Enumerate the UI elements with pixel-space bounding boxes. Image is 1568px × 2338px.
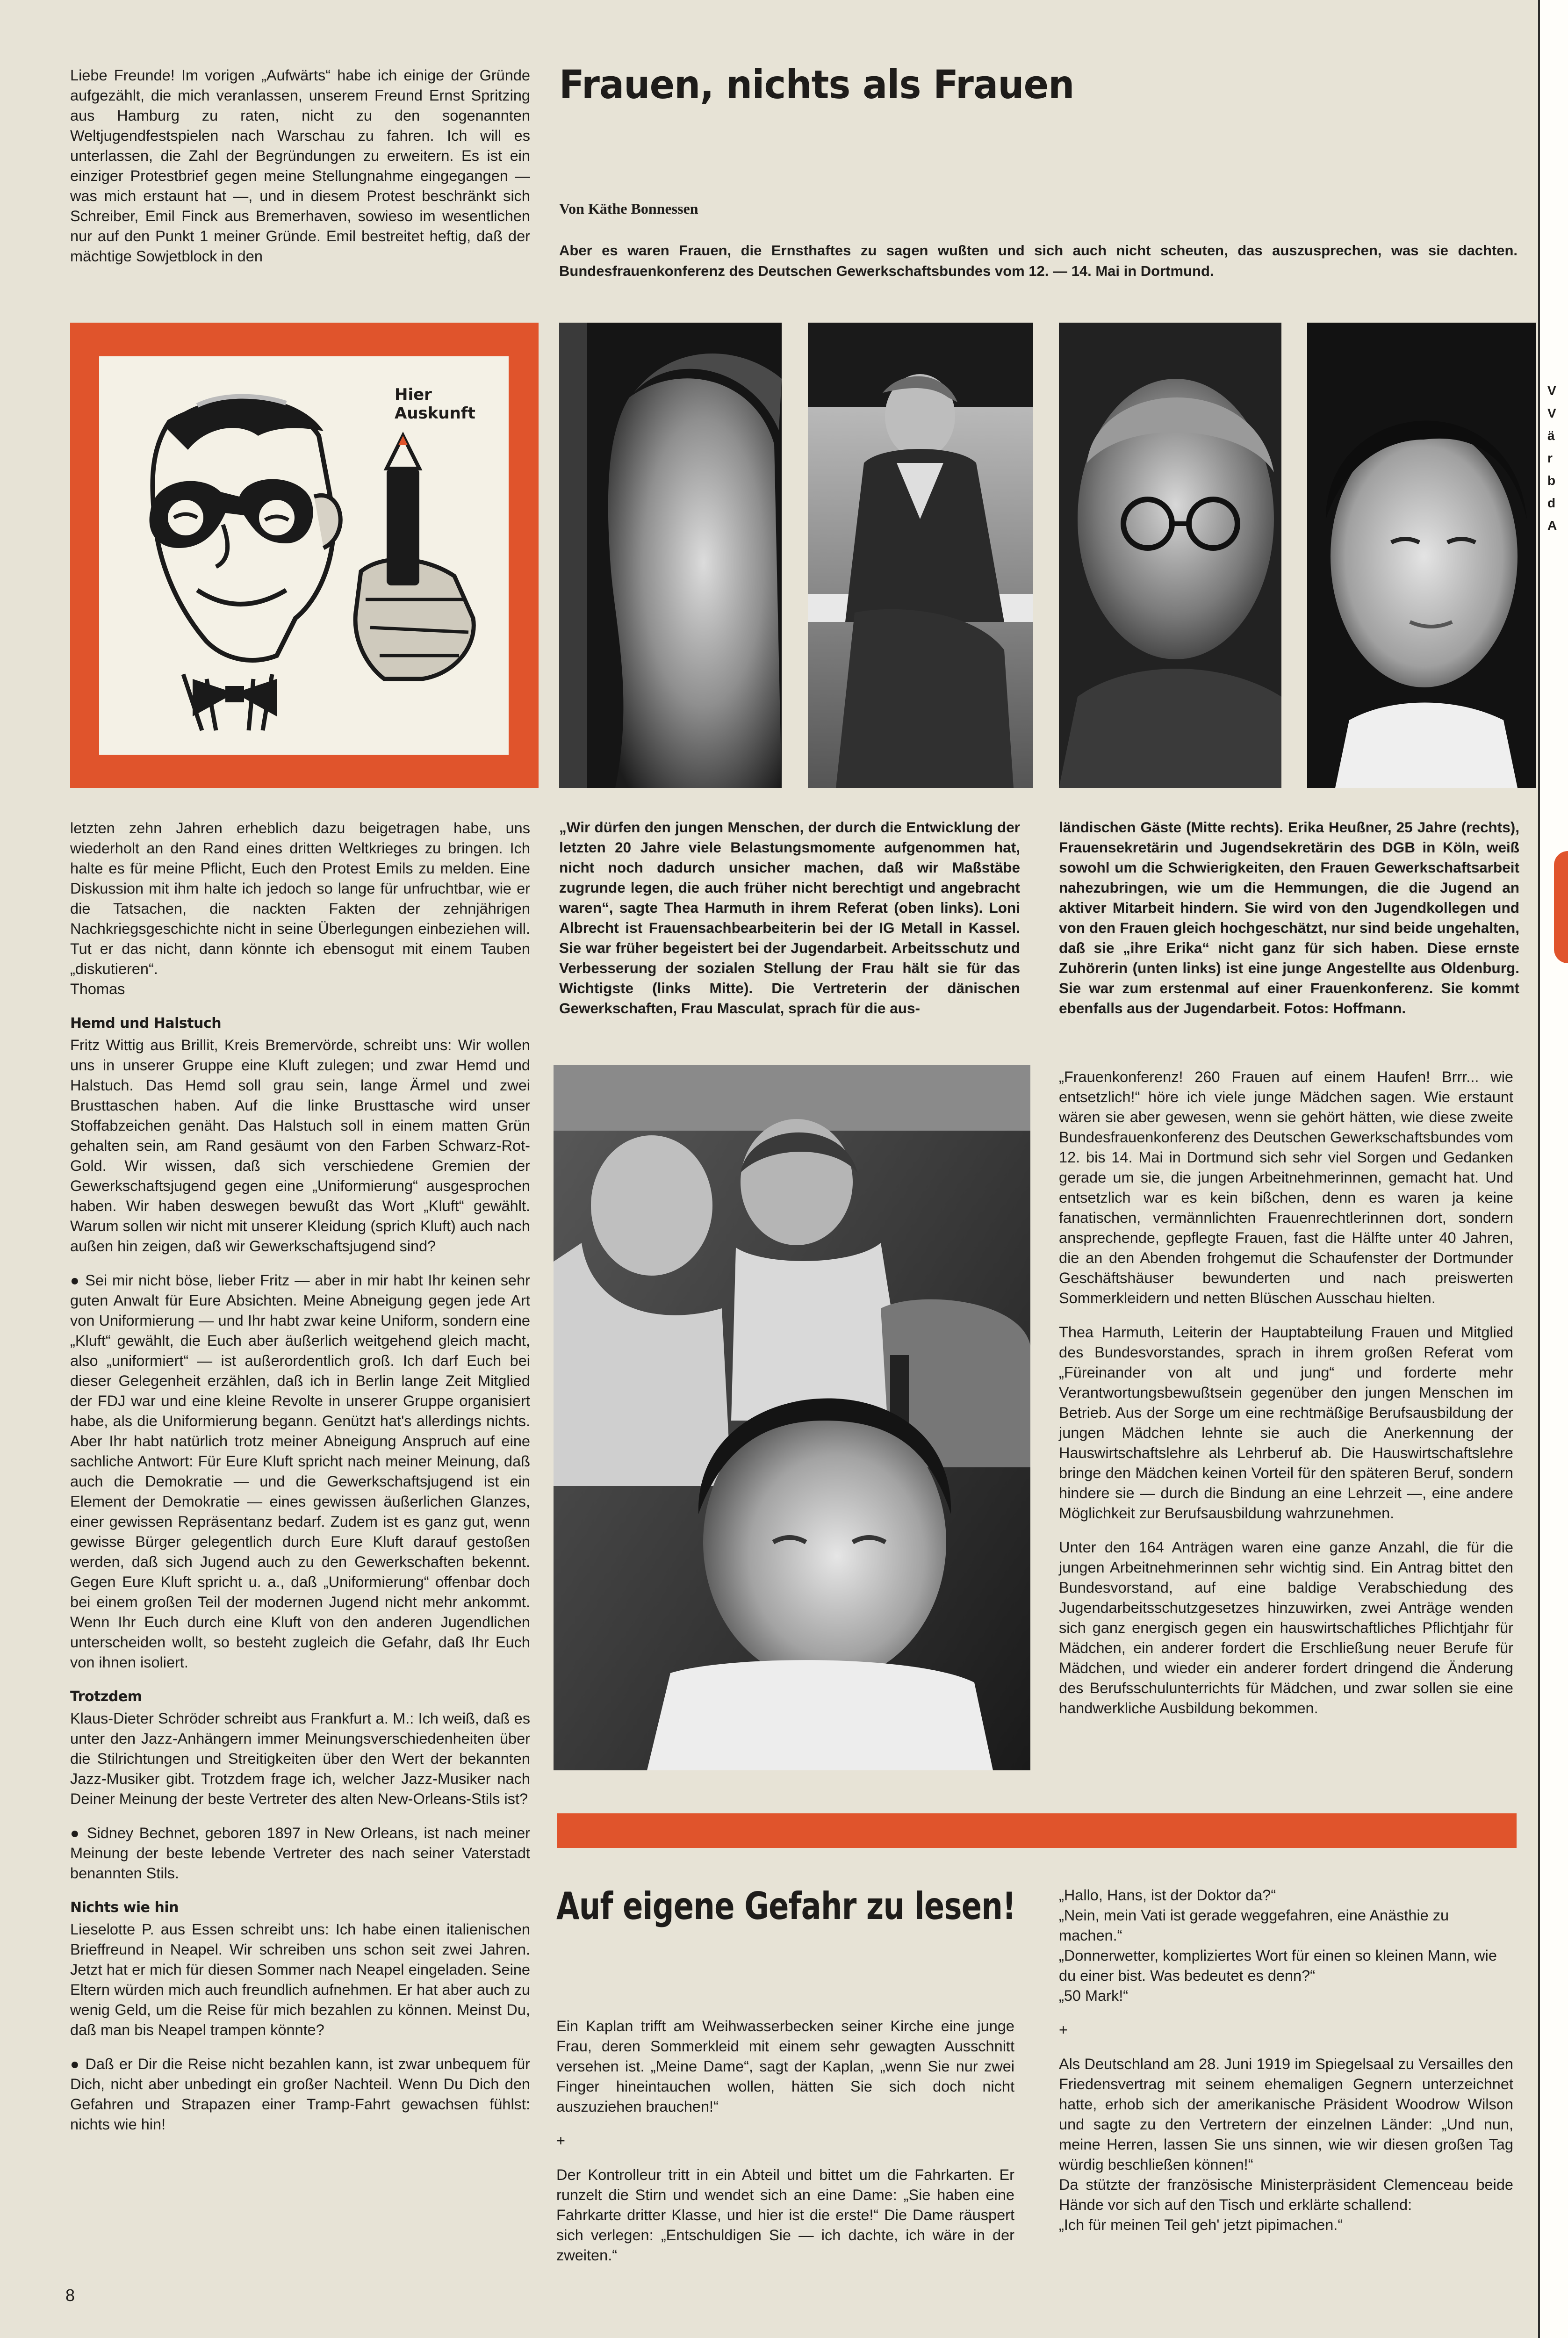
photo-caption-left: „Wir dürfen den jungen Menschen, der durch die Entwicklung der letzten 20 Jahre viele Belastungsmomente aufgenommen hat, nicht noch dadurch unsicher machen, daß wir Maßstäbe zugrunde legen, die auch früher nicht berechtigt und angebracht waren“, sagte Thea Harmuth in ihrem Referat (oben links). Loni Albrecht ist Frauensachbearbeiterin bei der IG Metall in Kassel. Sie war früher begeistert bei der Jugendarbeit. Arbeitsschutz und Verbesserung der sozialen Stellung der Frau hält sie für das Wichtigste (links Mitte). Die Vertreterin der dänischen Gewerkschaften, Frau Masculat, sprach für die aus- [559,819,1020,1017]
section-answer: ● Sei mir nicht böse, lieber Fritz — aber in mir habt Ihr keinen sehr guten Anwalt für Eure Absichten. Meine Abneigung gegen jede Art von Uniformierung — und Ihr habt zwar keine Uniform, sondern eine „Kluft“ gewählt, die Euch aber äußerlich weitgehend gleich macht, also „uniformiert“ — ist außerordentlich groß. Ich darf Euch bei dieser Gelegenheit erzählen, daß ich in Berlin lange Zeit Mitglied der FDJ war und eine kleine Revolte in unserer Gruppe organisiert habe, als die Uniformierung begann. Genützt hat's allerdings nichts. Aber Ihr habt natürlich trotz meiner Abneigung Anspruch auf eine sachliche Antwort: Für Eure Kluft spricht nach meiner Meinung, daß auch die Demokratie — und die Gewerkschaftsjugend ist ein Element der Demokratie — eines gewissen äußerlichen Glanzes, einer gewissen Repräsentanz bedarf. Zudem ist es ganz gut, wenn gewisse Bürger gelegentlich durch Eure Kluft darauf gestoßen werden, daß sich Jugend auch zu den Gewerkschaften bekennt. Gegen Eure Kluft spricht u. a., daß „Uniformierung“ offenbar doch bei einem großen Teil der modernen Jugend nicht mehr ankommt. Wenn Ihr Euch durch eine Kluft von den anderen Jugendlichen unterscheiden wollt, so besteht zugleich die Gefahr, daß Ihr Euch von ihnen isoliert. [70,1272,530,1671]
article-body [1059,1067,1513,1732]
article-paragraph: „Frauenkonferenz! 260 Frauen auf einem Haufen! Brrr... wie entsetzlich!“ höre ich viele junge Mädchen sagen. Wie erstaunt wären sie aber gewesen, wenn sie gehört hätten, wie diese zweite Bundesfrauenkonferenz des Deutschen Gewerkschaftsbundes vom 12. bis 14. Mai in Dortmund sich sehr viel Sorgen und Gedanken gerade um sie, die jungen Arbeitnehmerinnen, gemacht hat. Und entsetzlich war es kein bißchen, denn es waren ja keine fanatischen, vermännlichten Frauenrechtlerinnen dort, sondern ansprechende, gepflegte Frauen, fast die Hälfte unter 40 Jahren, die an den Abenden frohgemut die Schaufenster der Dortmunder Geschäftshäuser bewunderten und nach preiswerten Sommerkleidern und netten Blüschen Ausschau hielten. [1059,1068,1513,1306]
photo-woman-smiling [808,323,1033,788]
edge-letter: d [1547,496,1556,510]
edge-letter: A [1547,518,1557,533]
humor-title: Auf eigene Gefahr zu lesen! [556,1884,1016,1928]
section-letter: Fritz Wittig aus Brillit, Kreis Bremervörde, schreibt uns: Wir wollen uns in unserer Gruppe eine Kluft zulegen; und zwar Hemd und Halstuch. Das Hemd soll grau sein, lange Ärmel und zwei Brusttaschen haben. Auf die linke Brusttasche wird unser Stoffabzeichen genäht. Das Halstuch soll in einem matten Grün gehalten sein, am Rand gesäumt von den Farben Schwarz-Rot-Gold. Wir wissen, daß sich verschiedene Gremien der Gewerkschaftsjugend gegen eine „Uniformierung“ ausgesprochen haben. Wir haben deswegen bewußt das Wort „Kluft“ gewählt. Warum sollen wir nicht mit unserer Kleidung (sprich Kluft) auch nach außen hin zeigen, daß wir Gewerkschaftsjugend sind? [70,1037,530,1255]
edge-accent-shape [1554,851,1568,963]
article-byline: Von Käthe Bonnessen [559,200,698,217]
edge-letter: V [1547,383,1556,398]
joke-history: Als Deutschland am 28. Juni 1919 im Spiegelsaal zu Versailles den Friedensvertrag mit seinem ehemaligen Gegnern unterzeichnet hatte, erhob sich der amerikanische Präsident Woodrow Wilson und sagte zu den Vertretern der einzelnen Länder: „Und nun, meine Herren, lassen Sie uns sinnen, wie wir diesen großen Tag würdig beschließen können!“ Da stützte der französische Ministerpräsident Clemenceau beide Hände vor sich auf den Tisch und erklärte schallend: „Ich für meinen Teil geh' jetzt pipimachen.“ [1059,2056,1513,2233]
edge-letter: V [1547,406,1556,420]
section-divider-bar [557,1813,1517,1848]
photo-woman-profile [559,323,782,788]
article-paragraph: Thea Harmuth, Leiterin der Hauptabteilung Frauen und Mitglied des Bundesvorstandes, sprach in ihrem großen Referat vom „Füreinander von alt und jung“ und forderte mehr Verantwortungsbewußtsein gegenüber den jungen Menschen im Betrieb. Aus der Sorge um eine rechtmäßige Berufsausbildung der jungen Mädchen lehnte sie auch die Anerkennung der Hauswirtschaftslehre als Lehrberuf ab. Die Hauswirtschaftslehre bringe den Mädchen keinen Vorteil für den späteren Beruf, sondern hindere sie — durch die Bindung an eine Lehrzeit —, eine andere Möglichkeit zur Berufsausbildung wahrzunehmen. [1059,1324,1513,1522]
edge-letter: r [1547,451,1553,465]
photo-conference-audience [554,1065,1030,1770]
joke-dialog: „Hallo, Hans, ist der Doktor da?“ „Nein, mein Vati ist gerade weggefahren, eine Anästhie zu machen.“ „Donnerwetter, kompliziertes Wort für einen so kleinen Mann, wie du einer bist. Was bedeutet es denn?“ „50 Mark!“ [1059,1887,1497,2004]
article-paragraph: Unter den 164 Anträgen waren eine ganze Anzahl, die für die jungen Arbeitnehmerinnen sehr wichtig sind. Ein Antrag bittet den Bundesvorstand, auf eine baldige Verabschiedung des Jugendarbeitsschutzgesetzes hinzuwirken, zwei Anträge wenden sich ganz energisch gegen ein hauswirtschaftliches Pflichtjahr für Mädchen, ein anderer fordert die Erschließung neuer Berufe für Mädchen, und wieder ein anderer fordert dringend die Änderung des Berufsschulunterrichts für Mädchen, und zwar sollen sie eine handwerkliche Ausbildung bekommen. [1059,1539,1513,1717]
section-letter: Klaus-Dieter Schröder schreibt aus Frankfurt a. M.: Ich weiß, daß es unter den Jazz-Anhängern immer Meinungsverschiedenheiten über die Stilrichtungen und Streitigkeiten über den Wert der bekannten Jazz-Musiker gibt. Trotzdem frage ich, welcher Jazz-Musiker nach Deiner Meinung der beste Vertreter des alten New-Orleans-Stils ist? [70,1710,530,1807]
letters-signature: Thomas [70,981,125,997]
section-heading: Hemd und Halstuch [70,1015,222,1032]
section-answer: ● Daß er Dir die Reise nicht bezahlen kann, ist zwar unbequem für Dich, nicht aber unbedingt ein großer Nachteil. Wenn Du Dich den Gefahren und Strapazen einer Tramp-Fahrt gewachsen fühlst: nichts wie hin! [70,2056,530,2133]
article-title: Frauen, nichts als Frauen [559,62,1074,108]
joke-separator: + [1059,2021,1068,2038]
letters-intro [70,65,530,267]
letters-intro-cont: letzten zehn Jahren erheblich dazu beigetragen habe, uns wiederholt an den Rand eines dritten Weltkrieges zu bringen. Ich halte es für meine Pflicht, Euch den Protest Emils zu melden. Eine Diskussion mit ihm halte ich jedoch so lange für unfruchtbar, wie er die Tatsachen, die nackten Fakten der zehnjährigen Nachkriegsgeschichte nicht in seine Überlegungen einbeziehen will. Tut er das nicht, dann könnte ich ebensogut mit einem Tauben „diskutieren“. [70,820,530,977]
joke-separator: + [556,2132,565,2149]
joke-paragraph: Der Kontrolleur tritt in ein Abteil und bittet um die Fahrkarten. Er runzelt die Stirn und wendet sich an eine Dame: „Sie haben eine Fahrkarte dritter Klasse, und hier ist die erste!“ Die Dame räuspert sich verlegen: „Entschuldigen Sie — ich dachte, ich wäre in der zweiten.“ [556,2166,1014,2264]
page-number: 8 [65,2286,75,2305]
photo-caption-right: ländischen Gäste (Mitte rechts). Erika Heußner, 25 Jahre (rechts), Frauensekretärin und Jugendsekretärin des DGB in Köln, weiß sowohl um die Schwierigkeiten, den Frauen Gewerkschaftsarbeit nahezubringen, wie um die Hemmungen, die die Jugend an aktiver Mitarbeit hindern. Sie wird von den Jugendkollegen und von den Frauen gleich hochgeschätzt, nur sind beide ungehalten, daß sie „ihre Erika“ nicht ganz für sich haben. Diese ernste Zuhörerin (unten links) ist eine junge Angestellte aus Oldenburg. Sie war zum erstenmal auf einer Frauenkonferenz. Sie kommt ebenfalls aus der Jugendarbeit. Fotos: Hoffmann. [1059,819,1519,1017]
letters-intro-text: Liebe Freunde! Im vorigen „Aufwärts“ habe ich einige der Gründe aufgezählt, die mich veranlassen, unserem Freund Ernst Spritzing aus Hamburg zu raten, nicht zu den sogenannten Weltjugendfestspielen nach Warschau zu fahren. Ich will es unterlassen, die Zahl der Begründungen zu erweitern. Es ist ein einziger Protestbrief gegen meine Stellungnahme eingegangen — was mich erstaunt hat —, und in diesem Protest beschränkt sich Schreiber, Emil Finck aus Bremerhaven, sowieso im wesentlichen nur auf den Punkt 1 meiner Gründe. Emil bestreitet heftig, daß der mächtige Sowjetblock in den [70,67,530,265]
humor-jokes-right [1059,1885,1513,2249]
section-heading: Trotzdem [70,1689,142,1705]
cartoon-label: Hier Auskunft [395,385,475,423]
article-lead: Aber es waren Frauen, die Ernsthaftes zu sagen wußten und sich auch nicht scheuten, das auszusprechen, was sie dachten. Bundesfrauenkonferenz des Deutschen Gewerkschaftsbundes vom 12. — 14. Mai in Dortmund. [559,242,1518,279]
joke-paragraph: Ein Kaplan trifft am Weihwasserbecken seiner Kirche eine junge Frau, deren Sommerkleid mit einem sehr gewagten Ausschnitt versehen ist. „Meine Dame“, sagt der Kaplan, „wenn Sie nur zwei Finger hineintauchen wollen, hätten Sie sich doch nicht auszuziehen brauchen!“ [556,2018,1014,2115]
cartoon-box [70,323,539,788]
letters-continued [70,818,530,2149]
cartoon-panel [99,356,509,755]
photo-young-woman [1307,323,1536,788]
edge-letter: b [1547,473,1556,488]
cartoon-drawing [99,356,509,755]
section-answer: ● Sidney Bechnet, geboren 1897 in New Orleans, ist nach meiner Meinung der beste lebende Vertreter des nach seiner Vaterstadt benannten Stils. [70,1825,530,1882]
edge-letter: ä [1547,428,1555,443]
section-heading: Nichts wie hin [70,1899,179,1916]
humor-jokes-left [556,2016,1014,2280]
photo-woman-glasses [1059,323,1281,788]
section-letter: Lieselotte P. aus Essen schreibt uns: Ich habe einen italienischen Brieffreund in Neapel. Wir schreiben uns schon seit zwei Jahren. Jetzt hat er mich für diesen Sommer nach Neapel eingeladen. Seine Eltern würden mich auch freundlich aufnehmen. Er hat aber auch zu wenig Geld, um die Reise für mich bezahlen zu können. Meinst Du, daß man bis Neapel trampen könnte? [70,1921,530,2038]
next-page-edge [1538,0,1568,2338]
